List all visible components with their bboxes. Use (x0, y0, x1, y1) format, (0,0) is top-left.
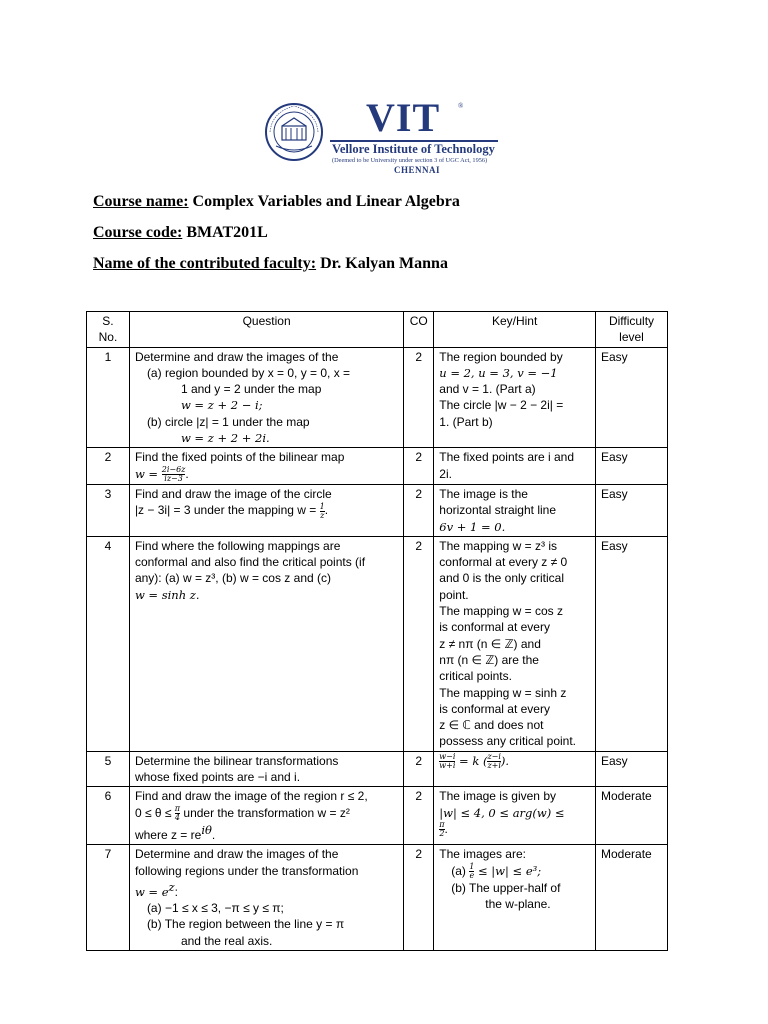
key-line: The mapping w = z³ is (439, 538, 557, 553)
registered-mark-icon: ® (458, 102, 464, 110)
course-name-line (93, 193, 460, 211)
question-line: Determine and draw the images of the (134, 349, 339, 364)
table-row (87, 485, 668, 537)
table-row (87, 448, 668, 485)
cell-co: 2 (404, 448, 434, 485)
denominator: z+i (487, 761, 501, 771)
denominator: z (320, 510, 325, 520)
question-line (135, 879, 398, 900)
cell-sno: 6 (87, 787, 130, 845)
brand-city: CHENNAI (394, 165, 441, 175)
course-name-value: Complex Variables and Linear Algebra (192, 193, 460, 210)
question-line: Determine and draw the images of the (134, 847, 339, 862)
course-code-value: BMAT201L (186, 224, 268, 241)
header-question: Question (129, 312, 403, 348)
key-line (439, 821, 590, 838)
question-line: Find and draw the image of the region r ≤ 2, (134, 789, 368, 804)
cell-difficulty: Easy (596, 485, 668, 537)
key-line: point. (439, 587, 469, 602)
question-line: and the real axis. (180, 933, 273, 948)
faculty-label: Name of the contributed faculty: (93, 255, 317, 272)
math-text: . (444, 821, 448, 836)
brand-full-name: Vellore Institute of Technology (332, 142, 495, 156)
key-line: and v = 1. (Part a) (439, 382, 536, 397)
question-line: (b) The region between the line y = π (146, 917, 345, 932)
question-line (135, 466, 398, 483)
key-line: |w| ≤ 4, 0 ≤ arg(w) ≤ (439, 805, 565, 820)
key-line: (b) The upper-half of (451, 880, 561, 895)
cell-key (434, 787, 596, 845)
cell-co: 2 (404, 485, 434, 537)
cell-sno: 4 (87, 536, 130, 751)
key-line: nπ (n ∈ ℤ) are the (439, 652, 539, 667)
math-text: : (174, 884, 178, 899)
question-line: Find the fixed points of the bilinear map (134, 450, 345, 465)
cell-sno: 5 (87, 751, 130, 787)
key-line: conformal at every z ≠ 0 (439, 555, 568, 570)
denominator: 2 (439, 829, 445, 839)
cell-key (434, 536, 596, 751)
cell-sno: 1 (87, 347, 130, 448)
key-line: is conformal at every (439, 620, 550, 635)
question-line (135, 502, 398, 519)
cell-key (434, 448, 596, 485)
numerator: w−i (439, 752, 456, 762)
cell-difficulty: Easy (596, 347, 668, 448)
cell-co: 2 (404, 751, 434, 787)
question-line: whose fixed points are −i and i. (134, 770, 301, 785)
brand-vit: VIT (366, 95, 441, 140)
key-line: critical points. (439, 669, 512, 684)
superscript: iθ (201, 822, 212, 837)
math-text: 0 ≤ θ ≤ (134, 805, 175, 820)
cell-key (434, 845, 596, 951)
numerator: 2i−6z (161, 465, 186, 474)
numerator: 1 (319, 501, 325, 511)
key-line: The mapping w = cos z (439, 604, 563, 619)
denominator: 4 (174, 812, 180, 822)
cell-question (129, 845, 403, 951)
key-line: the w-plane. (485, 897, 551, 912)
math-text: = k ( (455, 753, 488, 768)
key-line: possess any critical point. (439, 734, 576, 749)
question-line: Determine the bilinear transformations (134, 753, 339, 768)
header-key: Key/Hint (434, 312, 596, 348)
question-line: 1 and y = 2 under the map (180, 382, 322, 397)
key-line (439, 863, 590, 880)
math-text: . (185, 466, 189, 481)
key-line: The region bounded by (439, 349, 563, 364)
numerator: 1 (469, 861, 475, 871)
question-line: (a) −1 ≤ x ≤ 3, −π ≤ y ≤ π; (146, 901, 284, 916)
denominator: e (469, 870, 475, 880)
vit-logo (264, 95, 500, 178)
cell-co: 2 (404, 536, 434, 751)
cell-co: 2 (404, 787, 434, 845)
cell-sno: 7 (87, 845, 130, 951)
course-code-label: Course code: (93, 224, 183, 241)
header-sno: S. No. (87, 312, 130, 348)
fraction (161, 465, 189, 483)
question-line: w = z + 2 + 2i. (180, 431, 270, 446)
key-line: horizontal straight line (439, 503, 556, 518)
fraction (439, 753, 455, 770)
math-text: (a) (451, 863, 470, 878)
question-line: w = sinh z. (134, 587, 200, 602)
cell-co: 2 (404, 845, 434, 951)
fraction (487, 753, 500, 770)
key-line: The image is the (439, 487, 528, 501)
superscript: z (168, 879, 175, 894)
key-line: The images are: (439, 847, 526, 862)
question-line (135, 805, 398, 822)
question-line: Find and draw the image of the circle (134, 487, 332, 501)
math-text: . (324, 503, 329, 518)
question-line (135, 822, 398, 843)
key-line: u = 2, u = 3, v = −1 (439, 365, 558, 380)
denominator: w+i (439, 761, 456, 771)
cell-difficulty: Moderate (596, 845, 668, 951)
question-line: (b) circle |z| = 1 under the map (146, 414, 310, 429)
cell-question (129, 448, 403, 485)
question-table (86, 311, 668, 951)
brand-deemed-text: (Deemed to be University under section 3 of UGC Act, 1956) (332, 157, 488, 164)
key-line: and 0 is the only critical (439, 571, 564, 586)
header-difficulty: Difficulty level (596, 312, 668, 348)
math-text: under the transformation w = z² (180, 805, 350, 820)
table-row (87, 845, 668, 951)
math-text: ≤ |w| ≤ e³; (474, 863, 542, 878)
header-co: CO (404, 312, 434, 348)
cell-sno: 3 (87, 485, 130, 537)
math-text: where z = re (134, 827, 202, 842)
key-line: z ∈ ℂ and does not (439, 718, 544, 733)
cell-key (434, 347, 596, 448)
key-line: z ≠ nπ (n ∈ ℤ) and (439, 636, 541, 651)
course-name-label: Course name: (93, 193, 189, 210)
math-text: ). (500, 753, 510, 768)
cell-question (129, 536, 403, 751)
table-row (87, 787, 668, 845)
question-line: any): (a) w = z³, (b) w = cos z and (c) (134, 571, 331, 586)
table-header-row (87, 312, 668, 348)
cell-key (434, 751, 596, 787)
question-line: conformal and also find the critical points (if (134, 555, 366, 570)
cell-difficulty: Easy (596, 536, 668, 751)
cell-co: 2 (404, 347, 434, 448)
key-line: 2i. (439, 466, 452, 481)
math-text: |z − 3i| = 3 under the mapping w = (134, 503, 320, 518)
key-line: 1. (Part b) (439, 414, 493, 429)
question-line: (a) region bounded by x = 0, y = 0, x = (146, 365, 351, 380)
key-line: is conformal at every (439, 701, 550, 716)
cell-question (129, 787, 403, 845)
cell-difficulty: Moderate (596, 787, 668, 845)
table-row (87, 751, 668, 787)
key-line: The circle |w − 2 − 2i| = (439, 398, 564, 413)
cell-key (434, 485, 596, 537)
question-line: w = z + 2 − i; (180, 398, 263, 413)
vit-wordmark (330, 95, 500, 176)
key-line: 6v + 1 = 0. (439, 519, 506, 534)
math-text: w = e (134, 884, 169, 899)
cell-question (129, 485, 403, 537)
numerator: π (174, 803, 181, 813)
cell-difficulty: Easy (596, 448, 668, 485)
math-text: w = (134, 466, 162, 481)
key-line (439, 753, 590, 770)
cell-question (129, 347, 403, 448)
question-line: Find where the following mappings are (134, 538, 341, 553)
key-line: The fixed points are i and (439, 450, 575, 465)
table-row (87, 347, 668, 448)
numerator: π (439, 820, 445, 830)
table-row (87, 536, 668, 751)
key-line: The mapping w = sinh z (439, 685, 567, 700)
course-code-line (93, 224, 268, 242)
cell-sno: 2 (87, 448, 130, 485)
question-line: following regions under the transformation (134, 863, 359, 878)
denominator: iz−3 (164, 474, 183, 483)
cell-question (129, 751, 403, 787)
key-line: The image is given by (439, 789, 556, 804)
numerator: z−i (487, 752, 501, 762)
vit-seal-icon (264, 102, 324, 162)
faculty-line (93, 255, 448, 273)
cell-difficulty: Easy (596, 751, 668, 787)
faculty-value: Dr. Kalyan Manna (320, 255, 448, 272)
math-text: . (211, 827, 216, 842)
